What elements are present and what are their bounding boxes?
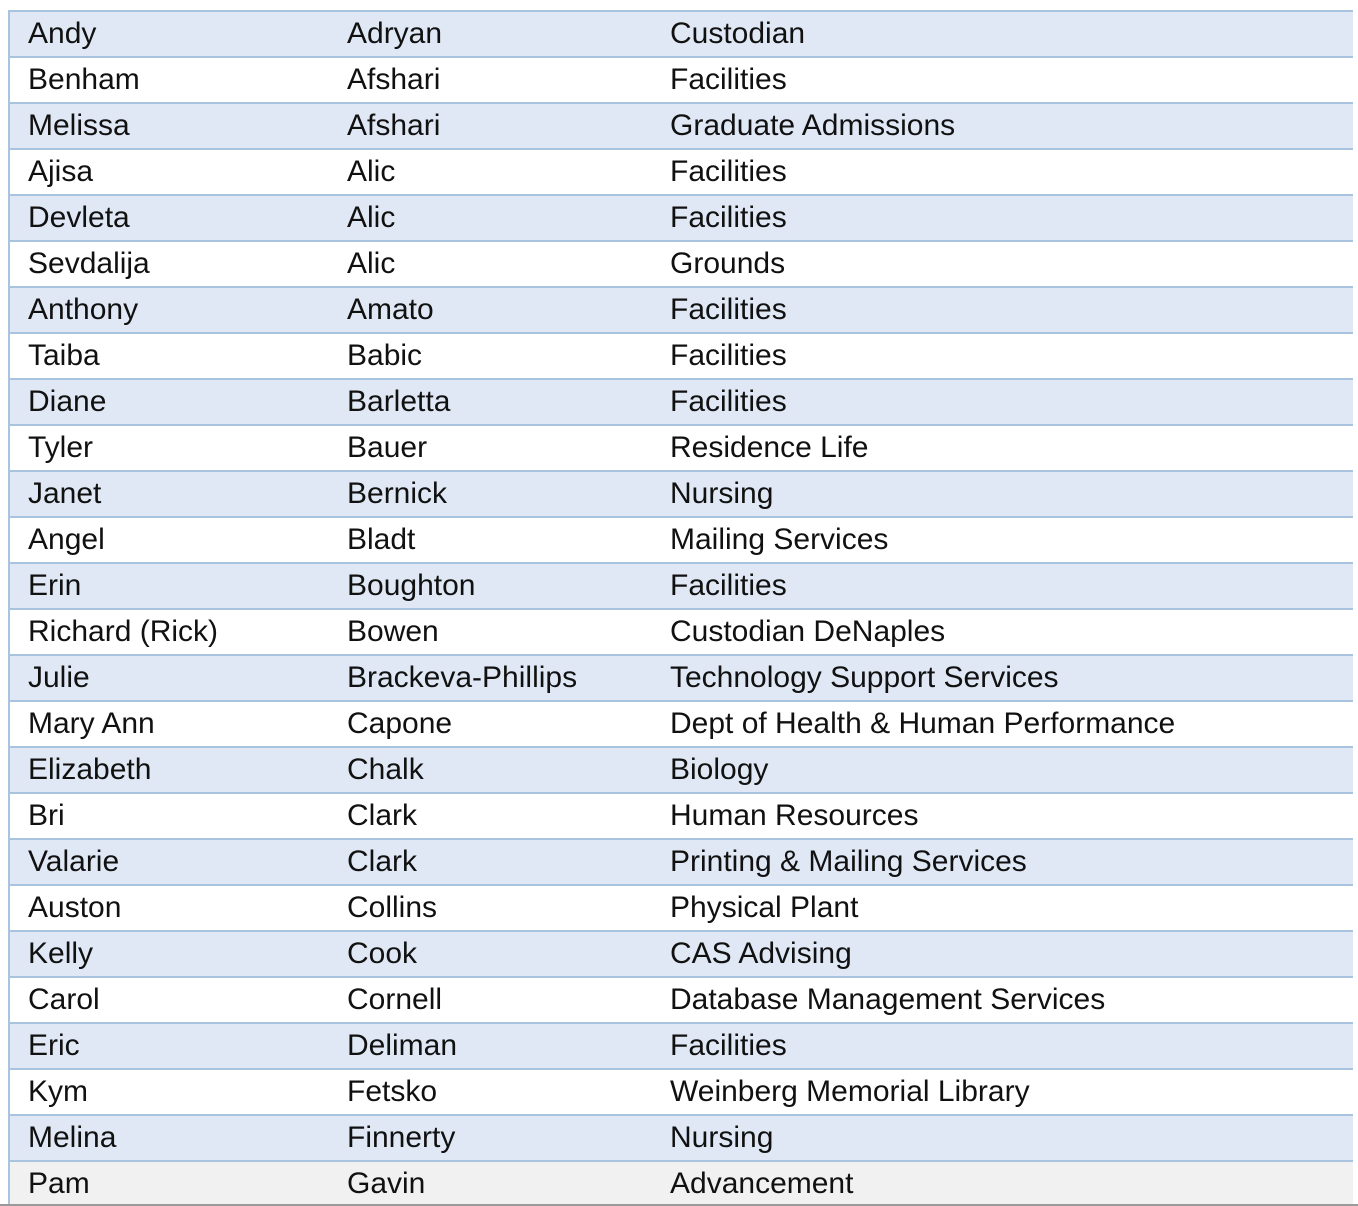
- department-cell[interactable]: Facilities: [652, 57, 1353, 103]
- first-name-cell[interactable]: Erin: [9, 563, 329, 609]
- table-row[interactable]: [9, 103, 1353, 149]
- last-name-cell[interactable]: Cook: [329, 931, 652, 977]
- last-name-cell[interactable]: Amato: [329, 287, 652, 333]
- last-name-cell[interactable]: Collins: [329, 885, 652, 931]
- table-row[interactable]: [9, 747, 1353, 793]
- table-row[interactable]: [9, 241, 1353, 287]
- department-cell[interactable]: Mailing Services: [652, 517, 1353, 563]
- last-name-cell[interactable]: Fetsko: [329, 1069, 652, 1115]
- first-name-cell[interactable]: Taiba: [9, 333, 329, 379]
- employee-table: [8, 10, 1353, 1206]
- last-name-cell[interactable]: Alic: [329, 241, 652, 287]
- table-row[interactable]: [9, 11, 1353, 57]
- department-cell[interactable]: CAS Advising: [652, 931, 1353, 977]
- first-name-cell[interactable]: Julie: [9, 655, 329, 701]
- first-name-cell[interactable]: Janet: [9, 471, 329, 517]
- last-name-cell[interactable]: Barletta: [329, 379, 652, 425]
- department-cell[interactable]: Custodian: [652, 11, 1353, 57]
- table-row[interactable]: [9, 57, 1353, 103]
- first-name-cell[interactable]: Mary Ann: [9, 701, 329, 747]
- employee-table-body: [9, 11, 1353, 1206]
- last-name-cell[interactable]: Bauer: [329, 425, 652, 471]
- department-cell[interactable]: Advancement: [652, 1161, 1353, 1206]
- department-cell[interactable]: Graduate Admissions: [652, 103, 1353, 149]
- table-row[interactable]: [9, 1069, 1353, 1115]
- department-cell[interactable]: Facilities: [652, 1023, 1353, 1069]
- department-cell[interactable]: Residence Life: [652, 425, 1353, 471]
- first-name-cell[interactable]: Carol: [9, 977, 329, 1023]
- department-cell[interactable]: Weinberg Memorial Library: [652, 1069, 1353, 1115]
- first-name-cell[interactable]: Kym: [9, 1069, 329, 1115]
- last-name-cell[interactable]: Adryan: [329, 11, 652, 57]
- table-row[interactable]: [9, 1115, 1353, 1161]
- table-row[interactable]: [9, 379, 1353, 425]
- first-name-cell[interactable]: Richard (Rick): [9, 609, 329, 655]
- last-name-cell[interactable]: Capone: [329, 701, 652, 747]
- employee-table-container: [8, 10, 1353, 1206]
- table-row[interactable]: [9, 517, 1353, 563]
- last-name-cell[interactable]: Clark: [329, 839, 652, 885]
- department-cell[interactable]: Facilities: [652, 287, 1353, 333]
- table-row[interactable]: [9, 287, 1353, 333]
- department-cell[interactable]: Nursing: [652, 1115, 1353, 1161]
- table-row[interactable]: [9, 333, 1353, 379]
- first-name-cell[interactable]: Melissa: [9, 103, 329, 149]
- department-cell[interactable]: Technology Support Services: [652, 655, 1353, 701]
- first-name-cell[interactable]: Diane: [9, 379, 329, 425]
- last-name-cell[interactable]: Finnerty: [329, 1115, 652, 1161]
- department-cell[interactable]: Physical Plant: [652, 885, 1353, 931]
- table-row[interactable]: [9, 839, 1353, 885]
- table-row[interactable]: [9, 609, 1353, 655]
- table-row[interactable]: [9, 885, 1353, 931]
- last-name-cell[interactable]: Deliman: [329, 1023, 652, 1069]
- last-name-cell[interactable]: Bladt: [329, 517, 652, 563]
- first-name-cell[interactable]: Kelly: [9, 931, 329, 977]
- table-row[interactable]: [9, 1161, 1353, 1206]
- first-name-cell[interactable]: Pam: [9, 1161, 329, 1206]
- department-cell[interactable]: Dept of Health & Human Performance: [652, 701, 1353, 747]
- department-cell[interactable]: Facilities: [652, 379, 1353, 425]
- department-cell[interactable]: Grounds: [652, 241, 1353, 287]
- first-name-cell[interactable]: Anthony: [9, 287, 329, 333]
- last-name-cell[interactable]: Afshari: [329, 103, 652, 149]
- department-cell[interactable]: Facilities: [652, 333, 1353, 379]
- last-name-cell[interactable]: Babic: [329, 333, 652, 379]
- last-name-cell[interactable]: Bowen: [329, 609, 652, 655]
- first-name-cell[interactable]: Bri: [9, 793, 329, 839]
- department-cell[interactable]: Facilities: [652, 195, 1353, 241]
- department-cell[interactable]: Biology: [652, 747, 1353, 793]
- table-row[interactable]: [9, 793, 1353, 839]
- first-name-cell[interactable]: Auston: [9, 885, 329, 931]
- department-cell[interactable]: Human Resources: [652, 793, 1353, 839]
- department-cell[interactable]: Facilities: [652, 149, 1353, 195]
- first-name-cell[interactable]: Angel: [9, 517, 329, 563]
- department-cell[interactable]: Custodian DeNaples: [652, 609, 1353, 655]
- table-row[interactable]: [9, 701, 1353, 747]
- department-cell[interactable]: Database Management Services: [652, 977, 1353, 1023]
- first-name-cell[interactable]: Melina: [9, 1115, 329, 1161]
- first-name-cell[interactable]: Sevdalija: [9, 241, 329, 287]
- table-row[interactable]: [9, 149, 1353, 195]
- first-name-cell[interactable]: Eric: [9, 1023, 329, 1069]
- last-name-cell[interactable]: Alic: [329, 195, 652, 241]
- last-name-cell[interactable]: Bernick: [329, 471, 652, 517]
- last-name-cell[interactable]: Boughton: [329, 563, 652, 609]
- table-row[interactable]: [9, 471, 1353, 517]
- table-row[interactable]: [9, 425, 1353, 471]
- first-name-cell[interactable]: Valarie: [9, 839, 329, 885]
- table-row[interactable]: [9, 563, 1353, 609]
- first-name-cell[interactable]: Benham: [9, 57, 329, 103]
- last-name-cell[interactable]: Cornell: [329, 977, 652, 1023]
- table-row[interactable]: [9, 195, 1353, 241]
- last-name-cell[interactable]: Afshari: [329, 57, 652, 103]
- last-name-cell[interactable]: Clark: [329, 793, 652, 839]
- last-name-cell[interactable]: Brackeva-Phillips: [329, 655, 652, 701]
- table-row[interactable]: [9, 655, 1353, 701]
- first-name-cell[interactable]: Elizabeth: [9, 747, 329, 793]
- last-name-cell[interactable]: Chalk: [329, 747, 652, 793]
- table-row[interactable]: [9, 977, 1353, 1023]
- first-name-cell[interactable]: Devleta: [9, 195, 329, 241]
- department-cell[interactable]: Printing & Mailing Services: [652, 839, 1353, 885]
- last-name-cell[interactable]: Alic: [329, 149, 652, 195]
- table-row[interactable]: [9, 1023, 1353, 1069]
- first-name-cell[interactable]: Ajisa: [9, 149, 329, 195]
- table-row[interactable]: [9, 931, 1353, 977]
- last-name-cell[interactable]: Gavin: [329, 1161, 652, 1206]
- first-name-cell[interactable]: Andy: [9, 11, 329, 57]
- department-cell[interactable]: Nursing: [652, 471, 1353, 517]
- department-cell[interactable]: Facilities: [652, 563, 1353, 609]
- first-name-cell[interactable]: Tyler: [9, 425, 329, 471]
